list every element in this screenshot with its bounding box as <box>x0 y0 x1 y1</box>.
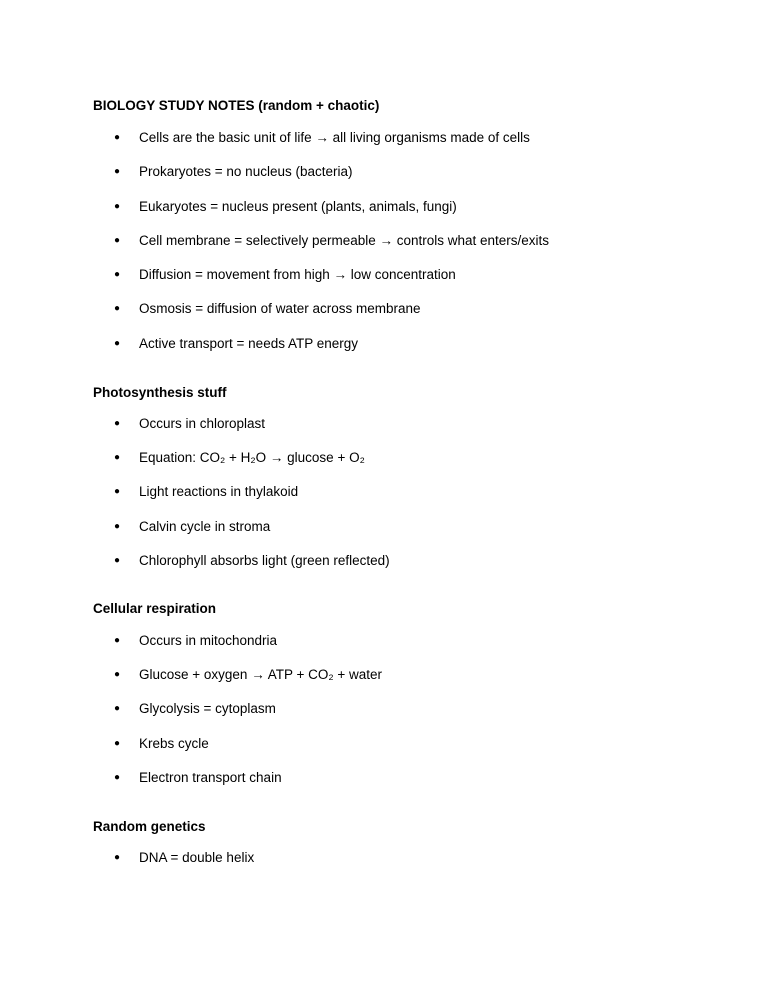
bullet-icon: ● <box>114 555 121 566</box>
list-item-text: Diffusion = movement from high → low concentration <box>139 267 456 282</box>
list-item <box>114 416 265 432</box>
bullet-icon: ● <box>114 418 121 429</box>
list-item <box>114 850 254 866</box>
list-item <box>114 301 421 317</box>
bullet-icon: ● <box>114 486 121 497</box>
list-item-text: Occurs in chloroplast <box>139 416 266 431</box>
list-item-text: Equation: CO₂ + H₂O → glucose + O₂ <box>139 450 365 465</box>
section-heading-cellular-respiration: Cellular respiration <box>93 601 217 616</box>
list-item-text: Chlorophyll absorbs light (green reflected) <box>139 553 390 568</box>
bullet-icon: ● <box>114 303 121 314</box>
bullet-icon: ● <box>114 521 121 532</box>
bullet-icon: ● <box>114 166 121 177</box>
list-item-text: Glycolysis = cytoplasm <box>139 701 276 716</box>
bullet-icon: ● <box>114 132 121 143</box>
list-item <box>114 484 298 500</box>
bullet-icon: ● <box>114 669 121 680</box>
list-item-text: DNA = double helix <box>139 850 255 865</box>
list-item <box>114 233 549 249</box>
list-item-text: Occurs in mitochondria <box>139 633 278 648</box>
list-item <box>114 267 456 283</box>
bullet-icon: ● <box>114 235 121 246</box>
list-item <box>114 633 277 649</box>
list-item-text: Krebs cycle <box>139 736 209 751</box>
document-title: BIOLOGY STUDY NOTES (random + chaotic) <box>93 98 380 113</box>
list-item-text: Prokaryotes = no nucleus (bacteria) <box>139 164 353 179</box>
list-item-text: Eukaryotes = nucleus present (plants, animals, fungi) <box>139 199 457 214</box>
list-item-text: Glucose + oxygen → ATP + CO₂ + water <box>139 667 382 682</box>
list-item <box>114 130 530 146</box>
list-item-text: Calvin cycle in stroma <box>139 519 271 534</box>
list-item-text: Active transport = needs ATP energy <box>139 336 358 351</box>
list-item-text: Cell membrane = selectively permeable → controls what enters/exits <box>139 233 550 248</box>
list-item <box>114 519 270 535</box>
list-item <box>114 770 282 786</box>
list-item <box>114 667 382 683</box>
list-item <box>114 450 365 466</box>
bullet-icon: ● <box>114 852 121 863</box>
bullet-icon: ● <box>114 452 121 463</box>
list-item <box>114 336 358 352</box>
bullet-icon: ● <box>114 269 121 280</box>
bullet-icon: ● <box>114 772 121 783</box>
list-item <box>114 701 276 717</box>
list-item <box>114 736 209 752</box>
bullet-icon: ● <box>114 635 121 646</box>
section-heading-photosynthesis: Photosynthesis stuff <box>93 385 227 400</box>
bullet-icon: ● <box>114 201 121 212</box>
list-item-text: Cells are the basic unit of life → all living organisms made of cells <box>139 130 530 145</box>
list-item-text: Light reactions in thylakoid <box>139 484 299 499</box>
list-item <box>114 199 457 215</box>
list-item-text: Osmosis = diffusion of water across membrane <box>139 301 421 316</box>
list-item <box>114 164 352 180</box>
bullet-icon: ● <box>114 338 121 349</box>
section-heading-random-genetics: Random genetics <box>93 819 206 834</box>
list-item <box>114 553 390 569</box>
bullet-icon: ● <box>114 703 121 714</box>
bullet-icon: ● <box>114 738 121 749</box>
list-item-text: Electron transport chain <box>139 770 282 785</box>
